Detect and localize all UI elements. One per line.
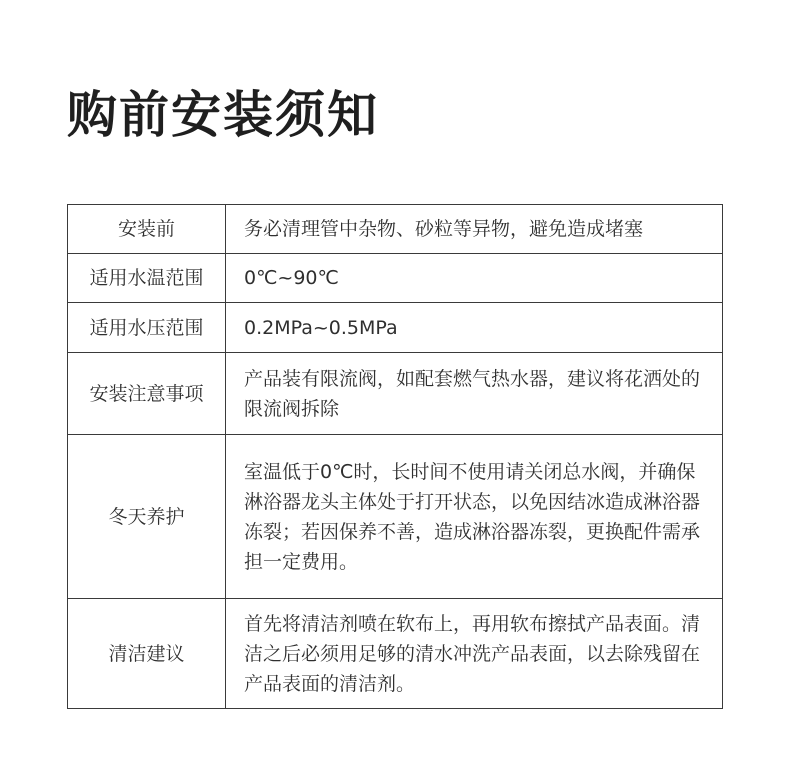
row-value: 0℃~90℃ [226, 254, 723, 303]
table-row-install-notes [68, 353, 723, 435]
row-label: 安装注意事项 [68, 353, 226, 435]
page-title: 购前安装须知 [67, 86, 379, 144]
table-row-water-pressure [68, 303, 723, 353]
row-label: 冬天养护 [68, 435, 226, 599]
table-row-before-install [68, 205, 723, 254]
row-label: 适用水压范围 [68, 303, 226, 353]
row-value: 产品装有限流阀，如配套燃气热水器，建议将花洒处的限流阀拆除 [226, 353, 723, 435]
row-label: 适用水温范围 [68, 254, 226, 303]
row-value: 0.2MPa~0.5MPa [226, 303, 723, 353]
row-value: 首先将清洁剂喷在软布上，再用软布擦拭产品表面。清洁之后必须用足够的清水冲洗产品表面，以去除残留在产品表面的清洁剂。 [226, 599, 723, 709]
row-label: 清洁建议 [68, 599, 226, 709]
table-row-water-temperature [68, 254, 723, 303]
table-row-cleaning-advice [68, 599, 723, 709]
installation-notice-table [67, 204, 723, 709]
row-value: 务必清理管中杂物、砂粒等异物，避免造成堵塞 [226, 205, 723, 254]
row-value: 室温低于0℃时，长时间不使用请关闭总水阀，并确保淋浴器龙头主体处于打开状态，以免因结冰造成淋浴器冻裂；若因保养不善，造成淋浴器冻裂，更换配件需承担一定费用。 [226, 435, 723, 599]
row-label: 安装前 [68, 205, 226, 254]
table-row-winter-care [68, 435, 723, 599]
